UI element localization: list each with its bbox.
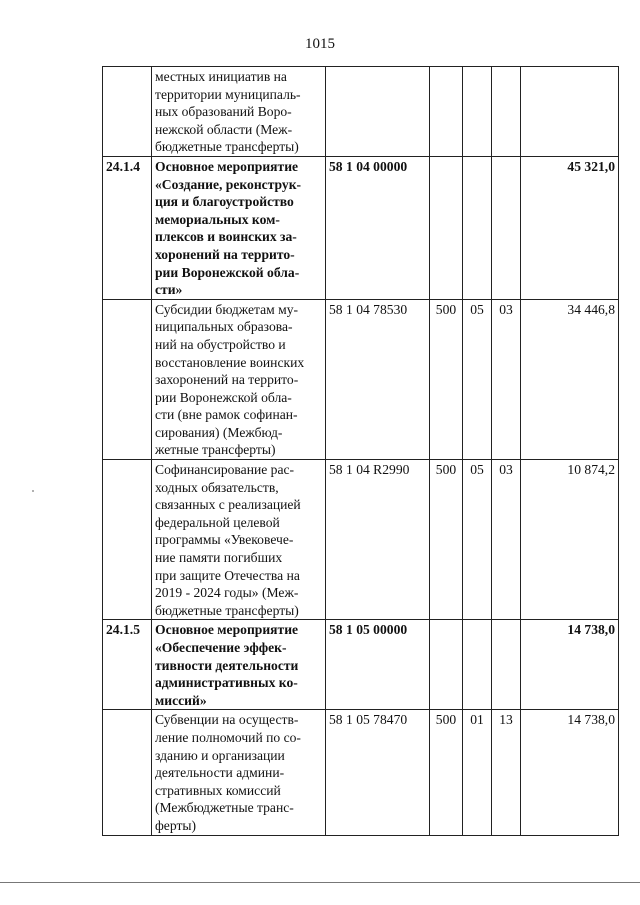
target-article-code-cell	[326, 299, 430, 459]
page-number: 1015	[305, 36, 335, 52]
target-article-code-cell	[326, 620, 430, 710]
subsection-code-text: 03	[499, 462, 513, 478]
amount-cell	[521, 156, 619, 299]
item-name-text: Субвенции на осуществ- ление полномочий по со- зданию и организации деятельности админи- стративных комиссий (Межбюджетные транс- ферты)	[155, 712, 301, 833]
expense-type-text: 500	[435, 712, 457, 728]
subsection-code-text: 13	[499, 712, 513, 728]
row-number-cell	[103, 299, 152, 459]
budget-table	[102, 66, 619, 836]
table-row	[103, 156, 619, 299]
row-number-text: 24.1.4	[106, 158, 140, 174]
item-name-cell	[152, 460, 326, 620]
item-name-text: Основное мероприятие «Обеспечение эффек- тивности деятельности административных ко- миссий»	[155, 622, 299, 708]
expense-type-cell	[430, 460, 463, 620]
amount-text: 10 874,2	[567, 462, 615, 478]
subsection-code-text: 03	[499, 301, 513, 317]
table-row	[103, 299, 619, 459]
amount-cell	[521, 67, 619, 157]
amount-cell	[521, 620, 619, 710]
section-code-text: 01	[470, 712, 484, 728]
row-number-text: 24.1.5	[106, 622, 140, 638]
amount-cell	[521, 299, 619, 459]
table-row	[103, 460, 619, 620]
expense-type-text: 500	[435, 462, 457, 478]
target-article-code-text: 58 1 05 00000	[329, 622, 408, 638]
section-code-cell	[463, 156, 492, 299]
table-row	[103, 710, 619, 835]
target-article-code-text: 58 1 05 78470	[329, 712, 408, 728]
page-bottom-rule	[0, 882, 640, 883]
amount-text: 14 738,0	[567, 622, 615, 638]
target-article-code-cell	[326, 156, 430, 299]
section-code-cell	[463, 460, 492, 620]
amount-text: 45 321,0	[567, 158, 615, 174]
section-code-text: 05	[470, 462, 484, 478]
item-name-text: Субсидии бюджетам му- ниципальных образова- ний на обустройство и восстановление воинских захоронений на террито- рии Воронежской обла- сти (вне рамок софинан- сирования) (Межбюд- жетные трансферты)	[155, 301, 305, 458]
amount-cell	[521, 710, 619, 835]
expense-type-cell	[430, 67, 463, 157]
subsection-code-cell	[492, 299, 521, 459]
subsection-code-cell	[492, 710, 521, 835]
row-number-cell	[103, 67, 152, 157]
target-article-code-cell	[326, 67, 430, 157]
subsection-code-cell	[492, 460, 521, 620]
section-code-cell	[463, 710, 492, 835]
amount-text: 34 446,8	[567, 301, 615, 317]
expense-type-text: 500	[435, 301, 457, 317]
item-name-cell	[152, 156, 326, 299]
item-name-cell	[152, 299, 326, 459]
target-article-code-text: 58 1 04 00000	[329, 158, 408, 174]
section-code-cell	[463, 620, 492, 710]
target-article-code-text: 58 1 04 R2990	[329, 462, 410, 478]
target-article-code-text: 58 1 04 78530	[329, 301, 408, 317]
section-code-cell	[463, 67, 492, 157]
expense-type-cell	[430, 710, 463, 835]
subsection-code-cell	[492, 67, 521, 157]
row-number-cell	[103, 620, 152, 710]
section-code-text: 05	[470, 301, 484, 317]
expense-type-cell	[430, 156, 463, 299]
item-name-cell	[152, 620, 326, 710]
target-article-code-cell	[326, 460, 430, 620]
section-code-cell	[463, 299, 492, 459]
amount-cell	[521, 460, 619, 620]
item-name-text: местных инициатив на территории муниципаль- ных образований Воро- нежской области (Меж- бюджетные трансферты)	[155, 69, 301, 155]
target-article-code-cell	[326, 710, 430, 835]
expense-type-cell	[430, 620, 463, 710]
scan-margin-dot	[32, 490, 34, 492]
row-number-cell	[103, 460, 152, 620]
budget-table-body	[103, 67, 619, 836]
item-name-text: Софинансирование рас- ходных обязательств, связанных с реализацией федеральной целевой программы «Увековече- ние памяти погибших при защите Отечества на 2019 - 2024 годы» (Меж- бюджетные трансферты)	[155, 462, 301, 618]
subsection-code-cell	[492, 156, 521, 299]
table-row	[103, 67, 619, 157]
item-name-text: Основное мероприятие «Создание, реконструк- ция и благоустройство мемориальных ком- плексов и воинских за- хоронений на террито- рии Воронежской обла- сти»	[155, 158, 302, 298]
amount-text: 14 738,0	[567, 712, 615, 728]
row-number-cell	[103, 156, 152, 299]
expense-type-cell	[430, 299, 463, 459]
item-name-cell	[152, 67, 326, 157]
row-number-cell	[103, 710, 152, 835]
subsection-code-cell	[492, 620, 521, 710]
table-row	[103, 620, 619, 710]
item-name-cell	[152, 710, 326, 835]
